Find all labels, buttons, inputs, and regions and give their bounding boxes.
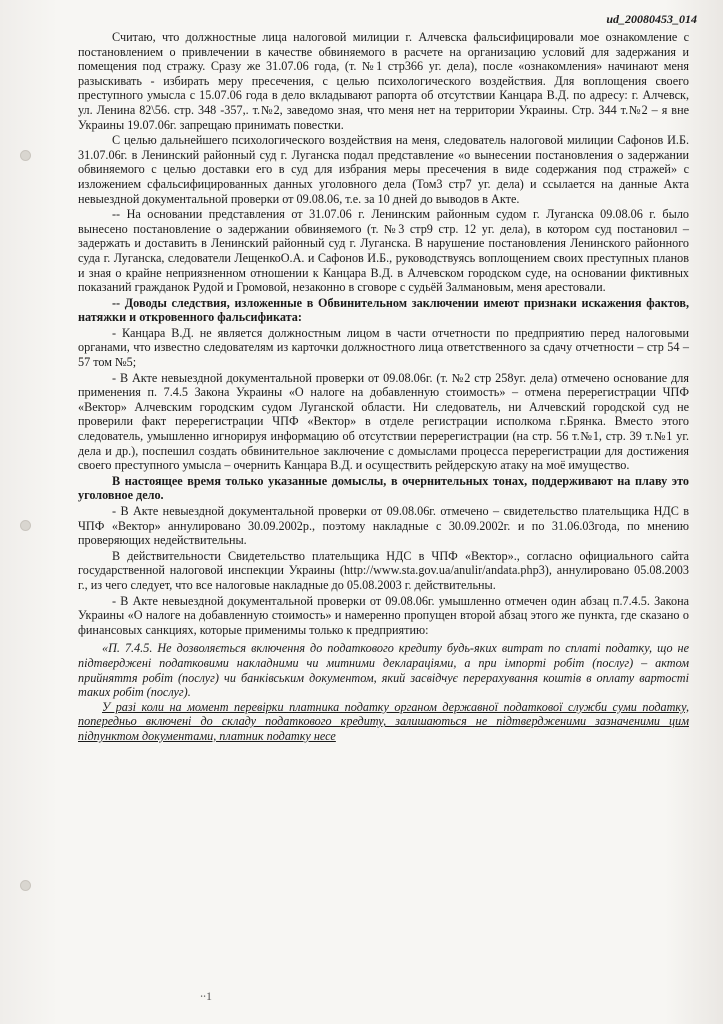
binder-hole [20,520,31,531]
paragraph-emphasis: В настоящее время только указанные домыслы, в очернительных тонах, поддерживают на плаву это уголовное дело. [78,473,689,503]
paragraph: - Канцара В.Д. не является должностным лицом в части отчетности по предприятию перед налоговыми органами, что известно следователям из карточки должностного лица ответственного за сдачу отчетности – стр 54 – 57 том №5; [78,325,689,370]
quote-paragraph: «П. 7.4.5. Не дозволяється включення до податкового кредиту будь-яких витрат по сплаті податку, що не підтверджені податковими накладними чи митними деклараціями, а при імпорті робіт (послуг) – актом прийняття робіт (послуг) чи банківським документом, який засвідчує перерахування коштів в оплату вартості таких робіт (послуг). [78,641,689,700]
paragraph: - В Акте невыездной документальной проверки от 09.08.06г. отмечено – свидетельство плательщика НДС в ЧПФ «Вектор» аннулировано 30.09.2002р., поэтому накладные с 30.09.2002г. и по 31.06.03года, по мнению проверяющих недействительны. [78,504,689,548]
paragraph: -- На основании представления от 31.07.06 г. Ленинским районным судом г. Луганска 09.08.06 г. было вынесено постановление о задержании обвиняемого (т. №3 стр9 стр. 12 уг. дела), в котором суд постановил – задержать и доставить в Ленинский районный суд г. Луганска. В нарушение постановления Ленинского районного суда г. Луганска, следователи ЛещенкоО.А. и Сафонов И.Б., руководствуясь воплощением своих преступных планов и зная о крайне неприязненном отношении к Канцара В.Д. в Алчевском городском суде, на основании фиктивных показаний гражданок Рудой и Громовой, незаконно в сговоре с судьёй Залмановым, меня арестовали. [78,207,689,295]
document-id: ud_20080453_014 [606,12,697,26]
document-body [78,30,689,744]
binder-hole [20,150,31,161]
paragraph: С целью дальнейшего психологического воздействия на меня, следователь налоговой милиции Сафонов И.Б. 31.07.06г. в Ленинский районный суд г. Луганска подал представление «о вынесении постановления о задержании обвиняемого с целью доставки его в суд для избрания меры пресечения в виде содержания под стражей» с изложением сфальсифицированных данных уголовного дела (Том3 стр7 уг. дела) и ссылается на данные Акта невыездной документальной проверки от 09.08.06, т.е. за 10 дней до выводов в Акте. [78,133,689,206]
paragraph: Считаю, что должностные лица налоговой милиции г. Алчевска фальсифицировали мое ознакомление с постановлением о привлечении в качестве обвиняемого в расчете на организацию условий для задержания и помещения под стражу. Сразу же 31.07.06 года, (т. №1 стр366 уг. дела), после «ознакомления» начинают меня разыскивать - избирать меру пресечения, с целью психологического воздействия. Для воплощения своего преступного умысла с 15.07.06 года в дело вкладывают рапорта об отсутствии Канцара В.Д. по адресу: г. Алчевск, ул. Ленина 82\56. стр. 348 -357,. т.№2, заведомо зная, что меня нет на территории Украины. Стр. 344 т.№2 – я вне Украины 19.07.06г. запрещаю принимать повестки. [78,30,689,132]
paragraph: В действительности Свидетельство плательщика НДС в ЧПФ «Вектор»., согласно официального сайта государственной налоговой инспекции Украины (http://www.sta.gov.ua/anulir/andata.php3), аннулировано 05.08.2003 г., из чего следует, что все налоговые накладные до 05.08.2003 г. действительны. [78,548,689,592]
quote-paragraph: У разі коли на момент перевірки платника податку органом державної податкової служби суми податку, попередньо включені до складу податкового кредиту, залишаються не підтвердженими зазначеними цим підпунктом документами, платник податку несе [78,699,689,743]
law-quote [78,641,689,743]
paragraph: - В Акте невыездной документальной проверки от 09.08.06г. умышленно отмечен один абзац п.7.4.5. Закона Украины «О налоге на добавленную стоимость» и намеренно пропущен второй абзац этого же пункта, где сказано о финансовых санкциях, которые применимы только к предприятию: [78,593,689,637]
paragraph-heading: -- Доводы следствия, изложенные в Обвинительном заключении имеют признаки искажения фактов, натяжки и откровенного фальсификата: [78,295,689,325]
paragraph: - В Акте невыездной документальной проверки от 09.08.06г. (т. №2 стр 258уг. дела) отмечено основание для применения п. 7.4.5 Закона Украины «О налоге на добавленную стоимость» – отмена перерегистрации ЧПФ «Вектор» Алчевским городским судом Луганской области. Ни следователь, ни Алчевский городской суд не проверили факт перерегистрации ЧПФ «Вектор» в отделе регистрации исполкома г.Брянка. Вместо этого следователь, умышленно игнорируя информацию об отсутствии перерегистрации (на стр. 56 т.№1, стр. 39 т.№1 уг. дела и др.), поспешил создать обвинительное заключение с домыслами процесса перерегистрации для достижения своего преступного умысла – очернить Канцара В.Д. и осуществить рейдерскую атаку на моё имущество. [78,370,689,473]
binder-hole [20,880,31,891]
page-mark: ∙∙1 [200,989,212,1003]
